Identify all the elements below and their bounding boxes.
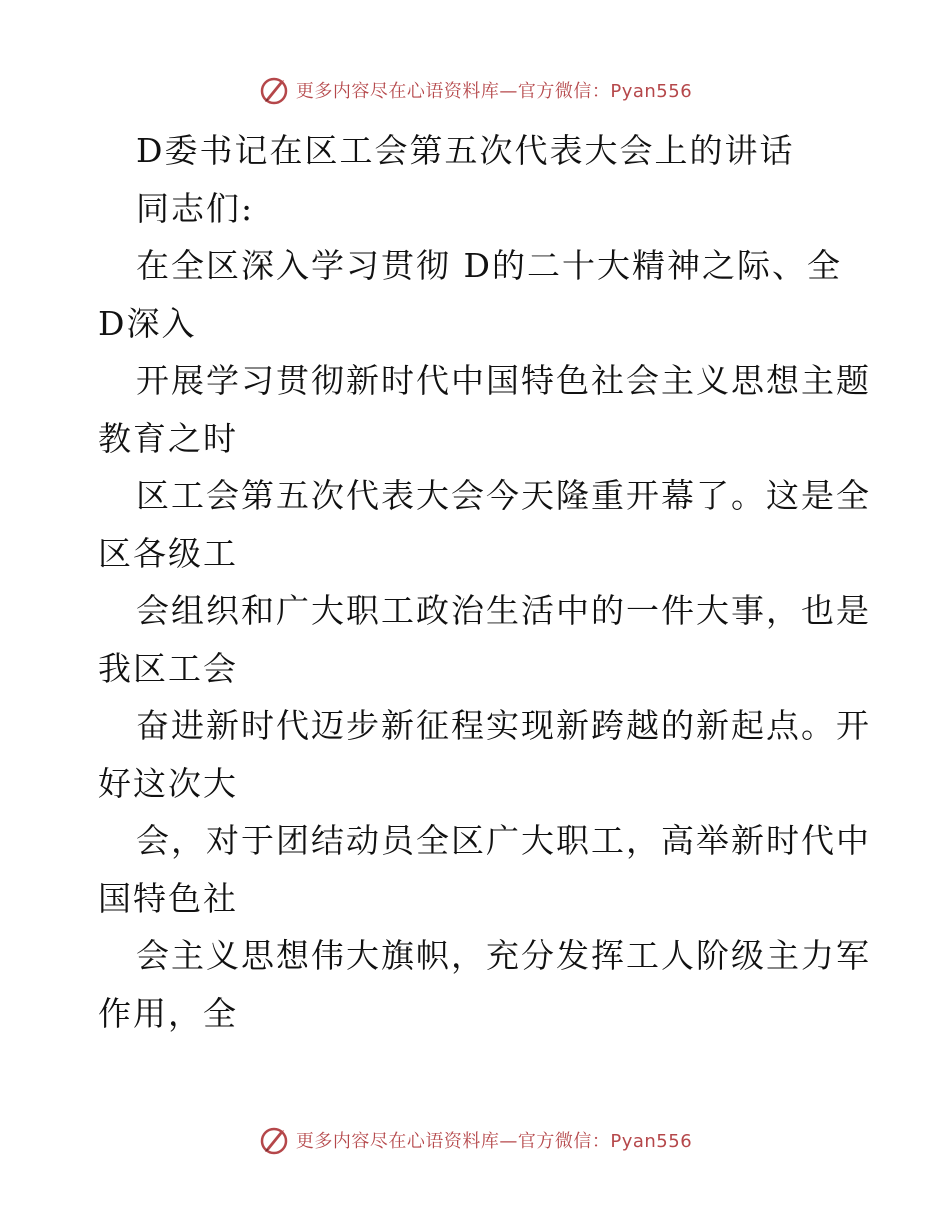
document-line: 好这次大 <box>98 763 238 803</box>
footer-banner <box>0 1120 950 1160</box>
header-banner-text: 更多内容尽在心语资料库—官方微信：Pyan556 <box>295 81 693 102</box>
document-line: 区各级工 <box>98 533 238 573</box>
document-line: 教育之时 <box>98 418 238 458</box>
header-banner <box>0 70 950 110</box>
document-line: 奋进新时代迈步新征程实现新跨越的新起点。开 <box>136 706 871 745</box>
document-line: 会组织和广大职工政治生活中的一件大事，也是 <box>136 591 871 630</box>
document-line: 作用，全 <box>98 993 238 1033</box>
document-line: 会，对于团结动员全区广大职工，高举新时代中 <box>136 821 871 860</box>
document-line: 开展学习贯彻新时代中国特色社会主义思想主题 <box>136 361 871 400</box>
footer-banner-text: 更多内容尽在心语资料库—官方微信：Pyan556 <box>295 1131 693 1152</box>
document-line: D深入 <box>98 303 197 343</box>
document-line: 区工会第五次代表大会今天隆重开幕了。这是全 <box>136 476 871 515</box>
document-line: D委书记在区工会第五次代表大会上的讲话 <box>136 131 795 170</box>
document-line: 国特色社 <box>98 878 238 918</box>
document-body <box>98 122 871 1042</box>
document-line: 会主义思想伟大旗帜，充分发挥工人阶级主力军 <box>136 936 871 975</box>
quill-pen-logo-icon <box>258 74 290 106</box>
document-line: 同志们: <box>136 188 255 228</box>
document-line: 我区工会 <box>98 648 238 688</box>
document-line: 在全区深入学习贯彻 D的二十大精神之际、全 <box>136 246 842 285</box>
quill-pen-logo-icon <box>258 1124 290 1156</box>
